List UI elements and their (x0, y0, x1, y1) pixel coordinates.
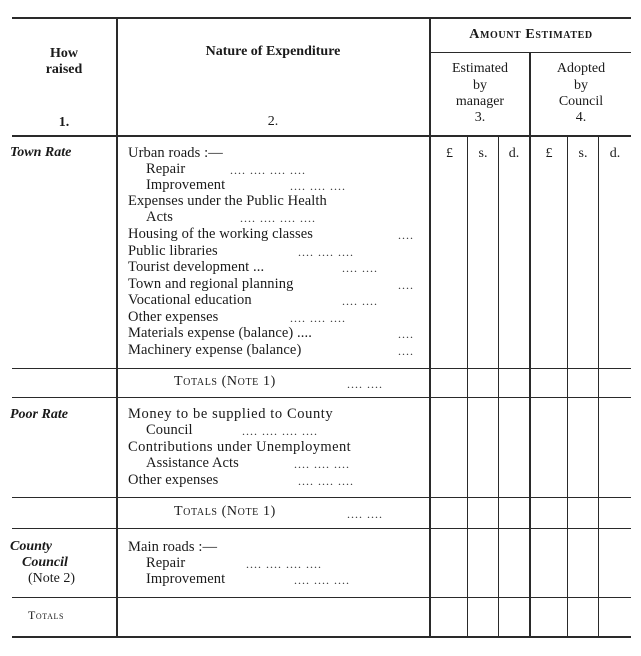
poor-item-assistance: Assistance Acts (146, 455, 239, 471)
county-item-improvement: Improvement (146, 571, 226, 587)
town-totals-top-rule (12, 368, 631, 369)
town-totals-label: Totals (Note 1) (174, 374, 276, 389)
county-leader-improvement: .... .... .... (294, 573, 350, 587)
town-item-improvement: Improvement (146, 177, 226, 193)
col2-divider (429, 17, 431, 636)
poor-totals-top-rule (12, 497, 631, 498)
county-leader-repair: .... .... .... .... (246, 557, 322, 571)
county-label-line1: County (10, 539, 53, 554)
adp-pound-header: £ (545, 146, 553, 161)
grand-totals-top-rule (12, 597, 631, 598)
est-shilling-pence-divider (498, 137, 499, 636)
est-shilling-header: s. (478, 146, 488, 161)
town-item-vocational: Vocational education (128, 292, 252, 308)
col2-number: 2. (267, 114, 279, 129)
town-leader-repair: .... .... .... .... (230, 163, 306, 177)
town-leader-materials: .... (398, 327, 414, 341)
town-leader-acts: .... .... .... .... (240, 211, 316, 225)
adp-pence-header: d. (609, 146, 621, 161)
header-bottom-rule (12, 135, 631, 137)
town-item-materials: Materials expense (balance) .... (128, 325, 312, 341)
town-leader-vocational: .... .... (342, 294, 378, 308)
amount-divider (529, 52, 531, 636)
bottom-rule (12, 636, 631, 638)
nature-of-expenditure-header: Nature of Expenditure (205, 44, 341, 59)
poor-totals-leader: .... .... (347, 507, 383, 521)
amount-estimated-header: Amount Estimated (469, 27, 593, 42)
town-leader-tourist: .... .... (342, 261, 378, 275)
grand-totals-label: Totals (28, 608, 65, 622)
town-leader-improvement: .... .... .... (290, 179, 346, 193)
county-label-line3: (Note 2) (28, 571, 76, 586)
col1-divider (116, 17, 118, 636)
poor-item-council: Council (146, 422, 193, 438)
how-raised-line1: How (50, 46, 78, 61)
county-label-line2: Council (22, 555, 68, 570)
town-item-urban-roads: Urban roads :— (128, 145, 223, 161)
town-rate-label: Town Rate (10, 145, 72, 160)
poor-item-money: Money to be supplied to County (128, 406, 334, 422)
adopted-line2: by (574, 78, 588, 93)
county-item-main-roads: Main roads :— (128, 539, 218, 555)
poor-leader-council: .... .... .... .... (242, 424, 318, 438)
col3-number: 3. (474, 110, 486, 125)
town-leader-planning: .... (398, 278, 414, 292)
estimated-line1: Estimated (452, 61, 508, 76)
how-raised-line2: raised (45, 62, 83, 77)
adopted-line1: Adopted (556, 61, 606, 76)
estimated-line3: manager (455, 94, 505, 109)
poor-totals-label: Totals (Note 1) (174, 504, 276, 519)
poor-totals-bottom-rule (12, 528, 631, 529)
town-leader-housing: .... (398, 228, 414, 242)
poor-item-contributions: Contributions under Unemployment (128, 439, 352, 455)
est-pound-shilling-divider (467, 137, 468, 636)
col4-number: 4. (575, 110, 587, 125)
town-item-machinery: Machinery expense (balance) (128, 342, 302, 358)
poor-leader-assistance: .... .... .... (294, 457, 350, 471)
town-totals-bottom-rule (12, 397, 631, 398)
town-leader-other: .... .... .... (290, 311, 346, 325)
poor-item-other: Other expenses (128, 472, 219, 488)
town-leader-machinery: .... (398, 344, 414, 358)
adp-pound-shilling-divider (567, 137, 568, 636)
town-item-repair: Repair (146, 161, 186, 177)
town-item-other: Other expenses (128, 309, 219, 325)
town-item-libraries: Public libraries (128, 243, 218, 259)
town-item-planning: Town and regional planning (128, 276, 294, 292)
poor-rate-label: Poor Rate (10, 407, 68, 422)
town-totals-leader: .... .... (347, 377, 383, 391)
top-rule (12, 17, 631, 19)
town-leader-libraries: .... .... .... (298, 245, 354, 259)
county-item-repair: Repair (146, 555, 186, 571)
town-item-tourist: Tourist development ... (128, 259, 265, 275)
est-pound-header: £ (446, 146, 453, 161)
town-item-public-health: Expenses under the Public Health (128, 193, 327, 209)
town-item-housing: Housing of the working classes (128, 226, 314, 242)
adp-shilling-pence-divider (598, 137, 599, 636)
adopted-line3: Council (558, 94, 604, 109)
adp-shilling-header: s. (578, 146, 588, 161)
est-pence-header: d. (508, 146, 520, 161)
town-item-acts: Acts (146, 209, 173, 225)
poor-leader-other: .... .... .... (298, 474, 354, 488)
col1-number: 1. (58, 115, 70, 130)
estimated-line2: by (473, 78, 487, 93)
